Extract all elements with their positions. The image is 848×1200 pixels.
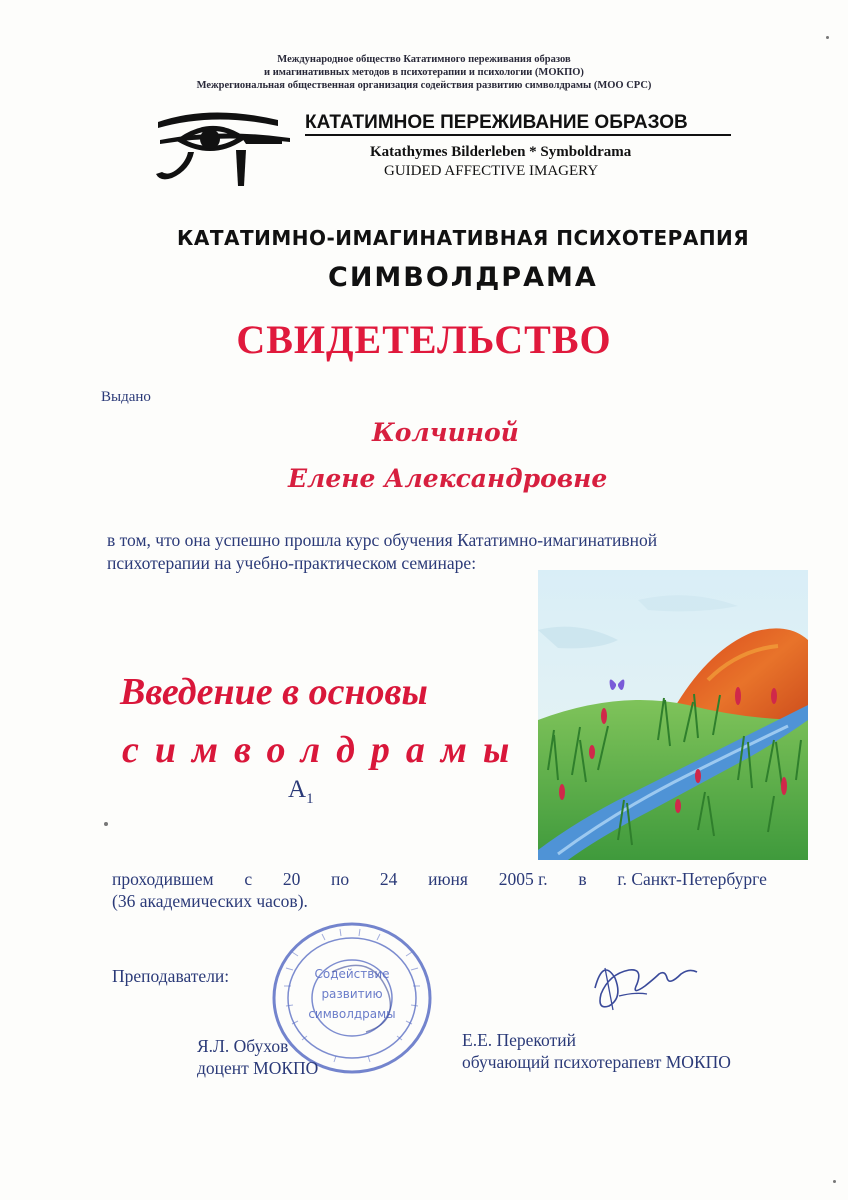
scan-speck	[104, 822, 108, 826]
certificate-title: СВИДЕТЕЛЬСТВО	[236, 317, 612, 362]
body-line-2: психотерапии на учебно-практическом семинаре:	[107, 553, 477, 573]
recipient-surname: Колчиной	[372, 418, 519, 447]
teacher-1-role: доцент МОКПО	[197, 1058, 319, 1078]
logo-underline	[305, 134, 731, 136]
method-title: КАТАТИМНО-ИМАГИНАТИВНАЯ ПСИХОТЕРАПИЯ	[177, 226, 750, 250]
teacher-1-name: Я.Л. Обухов	[197, 1036, 289, 1056]
stamp-text-2: развитию	[321, 987, 383, 1001]
dates-word: с	[244, 869, 253, 889]
dates-line	[112, 869, 767, 890]
course-title-line-2: символдрамы	[122, 729, 526, 771]
course-level-letter: A	[288, 776, 307, 803]
issued-label: Выдано	[101, 389, 151, 405]
dates-word: июня	[428, 869, 468, 889]
dates-word: в	[578, 869, 587, 889]
org-line-3: Межрегиональная общественная организация содействия развитию символдрамы (МОО СРС)	[196, 80, 652, 91]
dates-word: г. Санкт-Петербурге	[617, 869, 767, 889]
scan-speck	[833, 1180, 836, 1183]
symboldrama-title: СИМВОЛДРАМА	[328, 262, 598, 293]
dates-word: проходившем	[112, 869, 214, 889]
dates-word: 24	[379, 869, 398, 889]
dates-word: 20	[282, 869, 301, 889]
scan-speck	[826, 36, 829, 39]
dates-word: по	[331, 869, 350, 889]
signature	[585, 948, 700, 1018]
teachers-label: Преподаватели:	[112, 966, 230, 986]
eye-of-horus-icon	[150, 108, 300, 190]
course-level-subscript: 1	[306, 791, 314, 807]
stamp-text-3: символдрамы	[308, 1007, 396, 1021]
course-level	[288, 776, 314, 808]
body-line-1: в том, что она успешно прошла курс обучения Кататимно-имагинативной	[107, 530, 658, 550]
course-title-line-1: Введение в основы	[120, 671, 428, 713]
logo-subtitle-english: GUIDED AFFECTIVE IMAGERY	[384, 163, 599, 179]
teacher-2-name: Е.Е. Перекотий	[462, 1030, 576, 1050]
org-line-2: и имагинативных методов в психотерапии и психологии (МОКПО)	[264, 67, 584, 78]
dates-word: 2005 г.	[498, 869, 548, 889]
logo-subtitle-german: Katathymes Bilderleben * Symboldrama	[370, 144, 632, 160]
logo-title: КАТАТИМНОЕ ПЕРЕЖИВАНИЕ ОБРАЗОВ	[305, 112, 688, 133]
teacher-2-role: обучающий психотерапевт МОКПО	[462, 1052, 731, 1072]
stamp-text-1: Содействие	[314, 967, 390, 981]
landscape-painting	[538, 570, 808, 860]
recipient-given-names: Елене Александровне	[288, 464, 608, 493]
hours-line: (36 академических часов).	[112, 891, 308, 911]
org-line-1: Международное общество Кататимного переживания образов	[277, 54, 571, 65]
